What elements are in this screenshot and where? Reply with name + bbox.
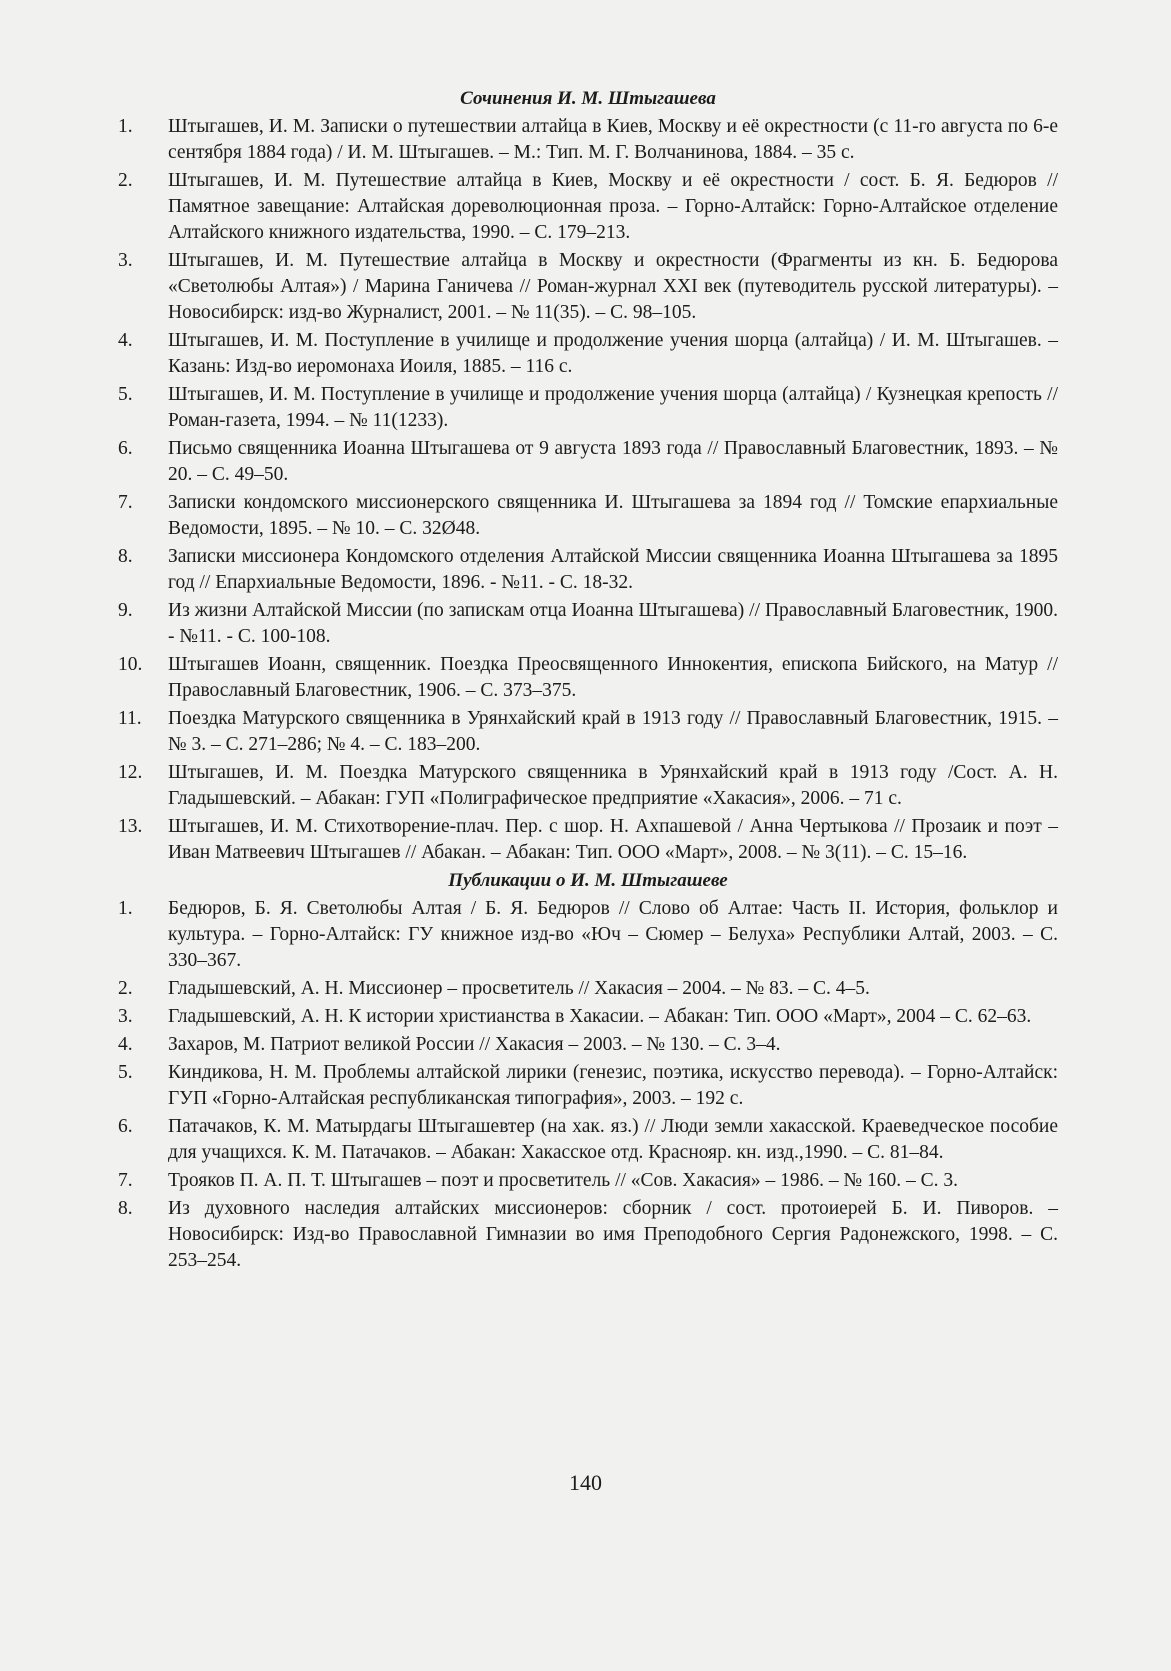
list-item bbox=[118, 652, 1058, 704]
item-text: Штыгашев, И. М. Путешествие алтайца в Киев, Москву и её окрестности / сост. Б. Я. Бедюров // Памятное завещание: Алтайская дореволюционная проза. – Горно-Алтайск: Горно-Алтайское отделение Алтайского книжного издательства, 1990. – С. 179–213. bbox=[168, 170, 1058, 243]
list-item bbox=[118, 1168, 1058, 1194]
item-number: 2. bbox=[118, 978, 133, 999]
list-item bbox=[118, 896, 1058, 974]
item-text: Гладышевский, А. Н. К истории христианства в Хакасии. – Абакан: Тип. ООО «Март», 2004 – С. 62–63. bbox=[168, 1006, 1032, 1027]
item-number: 7. bbox=[118, 492, 133, 513]
list-item bbox=[118, 544, 1058, 596]
section-heading: Сочинения И. М. Штыгашева bbox=[460, 88, 716, 109]
item-text: Записки кондомского миссионерского священника И. Штыгашева за 1894 год // Томские епархиальные Ведомости, 1895. – № 10. – С. 32Ø48. bbox=[168, 492, 1058, 539]
list-item bbox=[118, 490, 1058, 542]
list-item bbox=[118, 1114, 1058, 1166]
item-number: 3. bbox=[118, 250, 133, 271]
list-item bbox=[118, 382, 1058, 434]
reference-list bbox=[118, 896, 1058, 1274]
item-text: Киндикова, Н. М. Проблемы алтайской лирики (генезис, поэтика, искусство перевода). – Горно-Алтайск: ГУП «Горно-Алтайская республиканская типография», 2003. – 192 с. bbox=[168, 1062, 1058, 1109]
list-item bbox=[118, 436, 1058, 488]
item-number: 5. bbox=[118, 1062, 133, 1083]
item-text: Штыгашев, И. М. Поступление в училище и продолжение учения шорца (алтайца) / Кузнецкая крепость // Роман-газета, 1994. – № 11(1233). bbox=[168, 384, 1058, 431]
item-text: Штыгашев Иоанн, священник. Поездка Преосвященного Иннокентия, епископа Бийского, на Матур // Православный Благовестник, 1906. – С. 373–375. bbox=[168, 654, 1058, 701]
item-number: 8. bbox=[118, 1198, 133, 1219]
list-item bbox=[118, 248, 1058, 326]
item-text: Захаров, М. Патриот великой России // Хакасия – 2003. – № 130. – С. 3–4. bbox=[168, 1034, 781, 1055]
reference-list bbox=[118, 114, 1058, 866]
list-item bbox=[118, 976, 1058, 1002]
list-item bbox=[118, 168, 1058, 246]
item-text: Поездка Матурского священника в Урянхайский край в 1913 году // Православный Благовестник, 1915. – № 3. – С. 271–286; № 4. – С. 183–200. bbox=[168, 708, 1058, 755]
list-item bbox=[118, 1004, 1058, 1030]
item-number: 6. bbox=[118, 438, 133, 459]
list-item bbox=[118, 760, 1058, 812]
item-number: 2. bbox=[118, 170, 133, 191]
page-number: 140 bbox=[569, 1470, 602, 1495]
item-text: Штыгашев, И. М. Путешествие алтайца в Москву и окрестности (Фрагменты из кн. Б. Бедюрова «Светолюбы Алтая») / Марина Ганичева // Роман-журнал XXI век (путеводитель русской литературы). – Новосибирск: изд-во Журналист, 2001. – № 11(35). – С. 98–105. bbox=[168, 250, 1058, 323]
item-number: 1. bbox=[118, 116, 133, 137]
list-item bbox=[118, 1060, 1058, 1112]
item-text: Письмо священника Иоанна Штыгашева от 9 августа 1893 года // Православный Благовестник, 1893. – № 20. – С. 49–50. bbox=[168, 438, 1058, 485]
item-number: 5. bbox=[118, 384, 133, 405]
section-heading: Публикации о И. М. Штыгашеве bbox=[448, 870, 728, 891]
item-text: Записки миссионера Кондомского отделения Алтайской Миссии священника Иоанна Штыгашева за 1895 год // Епархиальные Ведомости, 1896. - №11. - С. 18-32. bbox=[168, 546, 1058, 593]
item-text: Гладышевский, А. Н. Миссионер – просветитель // Хакасия – 2004. – № 83. – С. 4–5. bbox=[168, 978, 870, 999]
item-text: Штыгашев, И. М. Поездка Матурского священника в Урянхайский край в 1913 году /Сост. А. Н. Гладышевский. – Абакан: ГУП «Полиграфическое предприятие «Хакасия», 2006. – 71 с. bbox=[168, 762, 1058, 809]
item-text: Патачаков, К. М. Матырдагы Штыгашевтер (на хак. яз.) // Люди земли хакасской. Краеведческое пособие для учащихся. К. М. Патачаков. – Абакан: Хакасское отд. Краснояр. кн. изд.,1990. – С. 81–84. bbox=[168, 1116, 1058, 1163]
list-item bbox=[118, 328, 1058, 380]
item-text: Штыгашев, И. М. Поступление в училище и продолжение учения шорца (алтайца) / И. М. Штыгашев. – Казань: Изд-во иеромонаха Иоиля, 1885. – 116 с. bbox=[168, 330, 1058, 377]
section-works bbox=[118, 88, 1058, 866]
item-text: Бедюров, Б. Я. Светолюбы Алтая / Б. Я. Бедюров // Слово об Алтае: Часть II. История, фольклор и культура. – Горно-Алтайск: ГУ книжное изд-во «Юч – Сюмер – Белуха» Республики Алтай, 2003. – С. 330–367. bbox=[168, 898, 1058, 971]
item-text: Штыгашев, И. М. Записки о путешествии алтайца в Киев, Москву и её окрестности (с 11-го августа по 6-е сентября 1884 года) / И. М. Штыгашев. – М.: Тип. М. Г. Волчанинова, 1884. – 35 с. bbox=[168, 116, 1058, 163]
list-item bbox=[118, 1196, 1058, 1274]
item-number: 6. bbox=[118, 1116, 133, 1137]
item-number: 13. bbox=[118, 816, 143, 837]
bibliography bbox=[118, 88, 1058, 1276]
item-text: Из духовного наследия алтайских миссионеров: сборник / сост. протоиерей Б. И. Пиворов. – Новосибирск: Изд-во Православной Гимназии во имя Преподобного Сергия Радонежского, 1998. – С. 253–254. bbox=[168, 1198, 1058, 1271]
item-number: 12. bbox=[118, 762, 143, 783]
item-number: 11. bbox=[118, 708, 142, 729]
item-number: 1. bbox=[118, 898, 133, 919]
item-text: Штыгашев, И. М. Стихотворение-плач. Пер. с шор. Н. Ахпашевой / Анна Чертыкова // Прозаик и поэт – Иван Матвеевич Штыгашев // Абакан. – Абакан: Тип. ООО «Март», 2008. – № 3(11). – С. 15–16. bbox=[168, 816, 1058, 863]
item-number: 7. bbox=[118, 1170, 133, 1191]
list-item bbox=[118, 114, 1058, 166]
section-publications bbox=[118, 870, 1058, 1274]
list-item bbox=[118, 598, 1058, 650]
item-text: Трояков П. А. П. Т. Штыгашев – поэт и просветитель // «Сов. Хакасия» – 1986. – № 160. – С. 3. bbox=[168, 1170, 958, 1191]
item-number: 8. bbox=[118, 546, 133, 567]
item-number: 4. bbox=[118, 1034, 133, 1055]
list-item bbox=[118, 706, 1058, 758]
list-item bbox=[118, 1032, 1058, 1058]
item-text: Из жизни Алтайской Миссии (по запискам отца Иоанна Штыгашева) // Православный Благовестник, 1900. - №11. - С. 100-108. bbox=[168, 600, 1058, 647]
item-number: 4. bbox=[118, 330, 133, 351]
item-number: 9. bbox=[118, 600, 133, 621]
item-number: 10. bbox=[118, 654, 143, 675]
list-item bbox=[118, 814, 1058, 866]
item-number: 3. bbox=[118, 1006, 133, 1027]
